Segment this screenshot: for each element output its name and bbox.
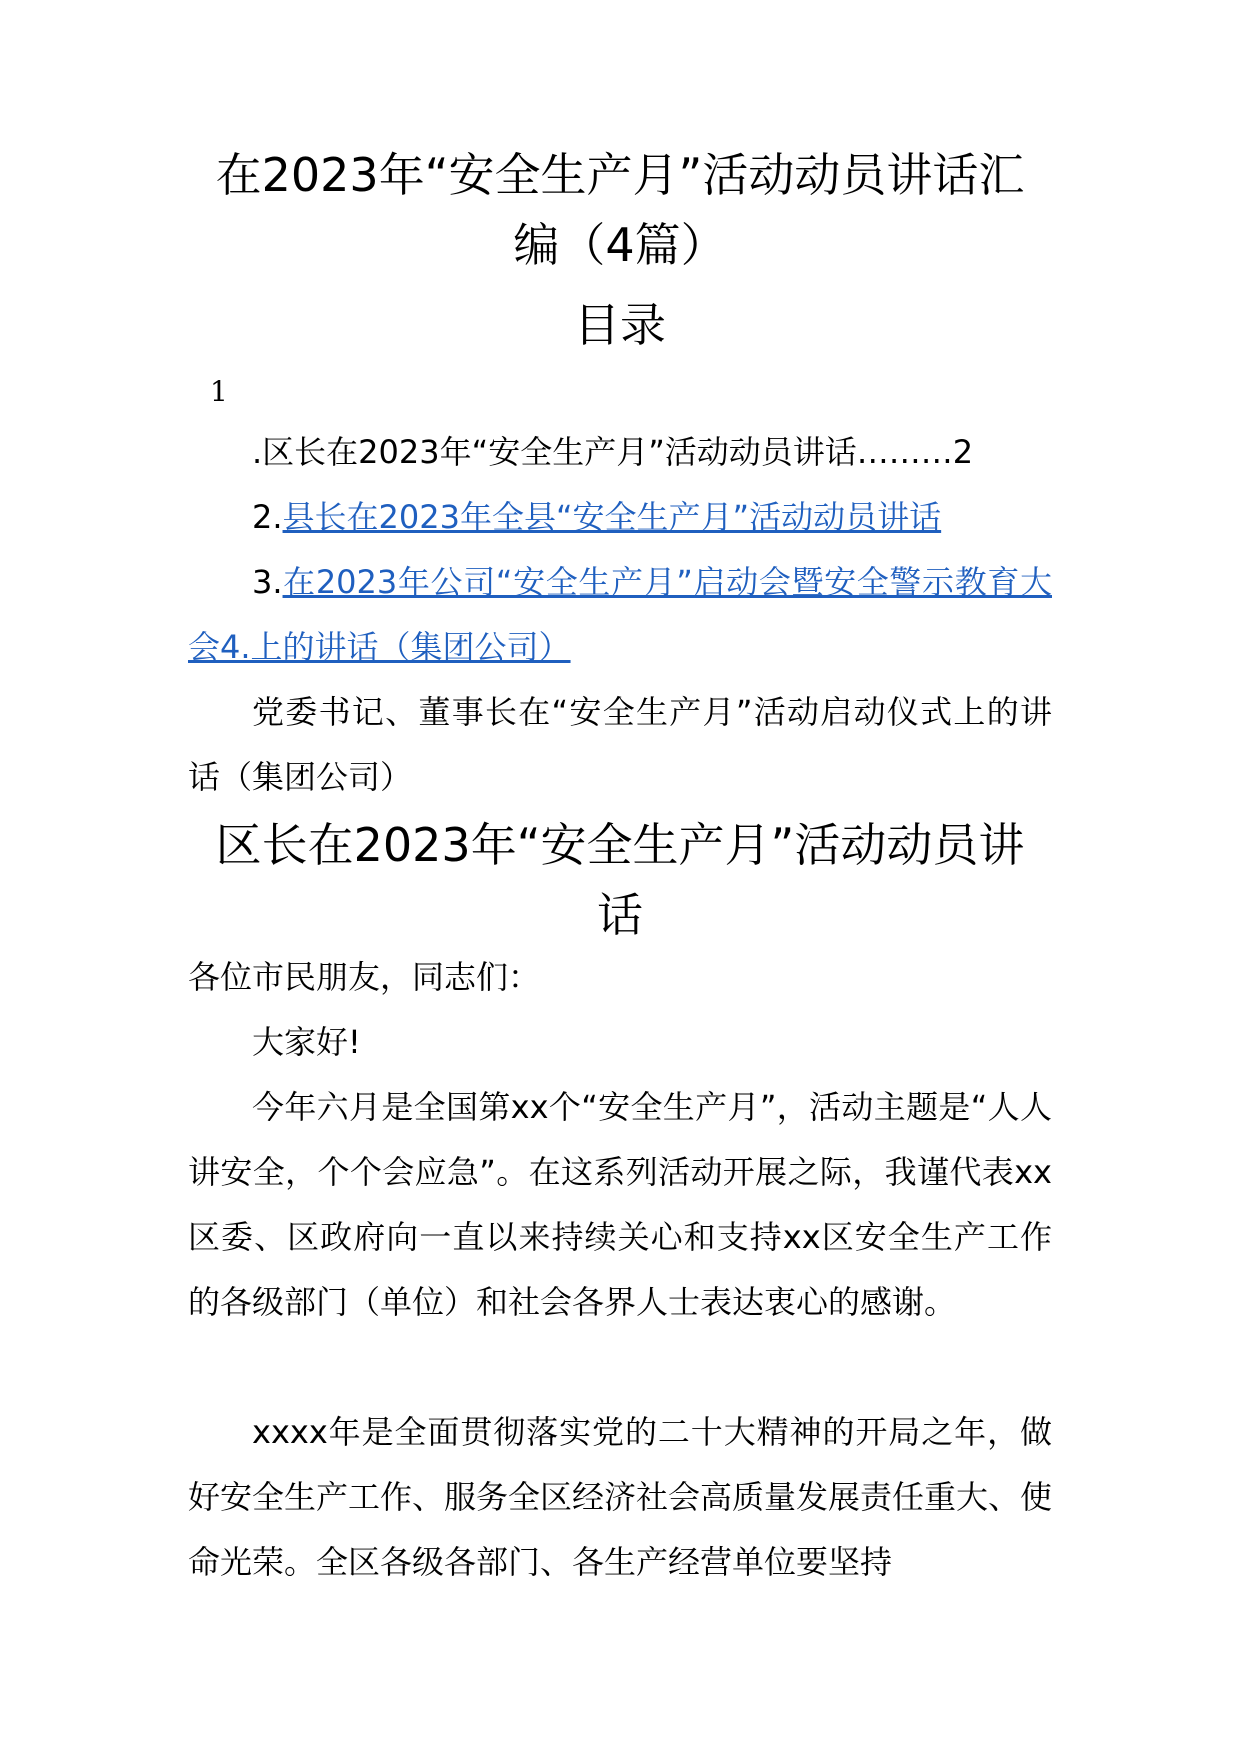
greeting: 大家好! — [252, 1023, 361, 1061]
toc-item-4: 党委书记、董事长在“安全生产月”活动启动仪式上的讲话（集团公司） — [188, 693, 1052, 796]
toc-item-2-link[interactable]: 县长在2023年全县“安全生产月”活动动员讲话 — [282, 498, 942, 536]
toc-heading: 目录 — [574, 298, 666, 352]
section-title-line2: 话 — [597, 888, 643, 942]
section-title-line1: 区长在2023年“安全生产月”活动动员讲 — [215, 818, 1025, 872]
section-title — [170, 810, 1070, 950]
toc-item-3-prefix: 3. — [252, 563, 283, 601]
body-paragraph-2: xxxx年是全面贯彻落实党的二十大精神的开局之年，做好安全生产工作、服务全区经济社会高质量发展责任重大、使命光荣。全区各级各部门、各生产经营单位要坚持 — [188, 1413, 1053, 1581]
toc-page-marker: 1 — [210, 375, 228, 408]
body-paragraph-1: 今年六月是全国第xx个“安全生产月”，活动主题是“人人讲安全，个个会应急”。在这系列活动开展之际，我谨代表xx区委、区政府向一直以来持续关心和支持xx区安全生产工作的各级部门（单位）和社会各界人士表达衷心的感谢。 — [188, 1088, 1052, 1321]
toc-item-3-link[interactable]: 在2023年公司“安全生产月”启动会暨安全警示教育大会4.上的讲话（集团公司） — [188, 563, 1052, 666]
document-title-line2: 编（4篇） — [513, 218, 727, 272]
toc-item-2-prefix: 2. — [252, 498, 283, 536]
toc-item-2 — [188, 485, 1052, 550]
document-title — [170, 140, 1070, 280]
toc-item-3 — [188, 550, 1052, 680]
toc-item-1: .区长在2023年“安全生产月”活动动员讲话………2 — [252, 433, 974, 471]
document-title-line1: 在2023年“安全生产月”活动动员讲话汇 — [215, 148, 1025, 202]
salutation: 各位市民朋友，同志们： — [188, 958, 541, 996]
